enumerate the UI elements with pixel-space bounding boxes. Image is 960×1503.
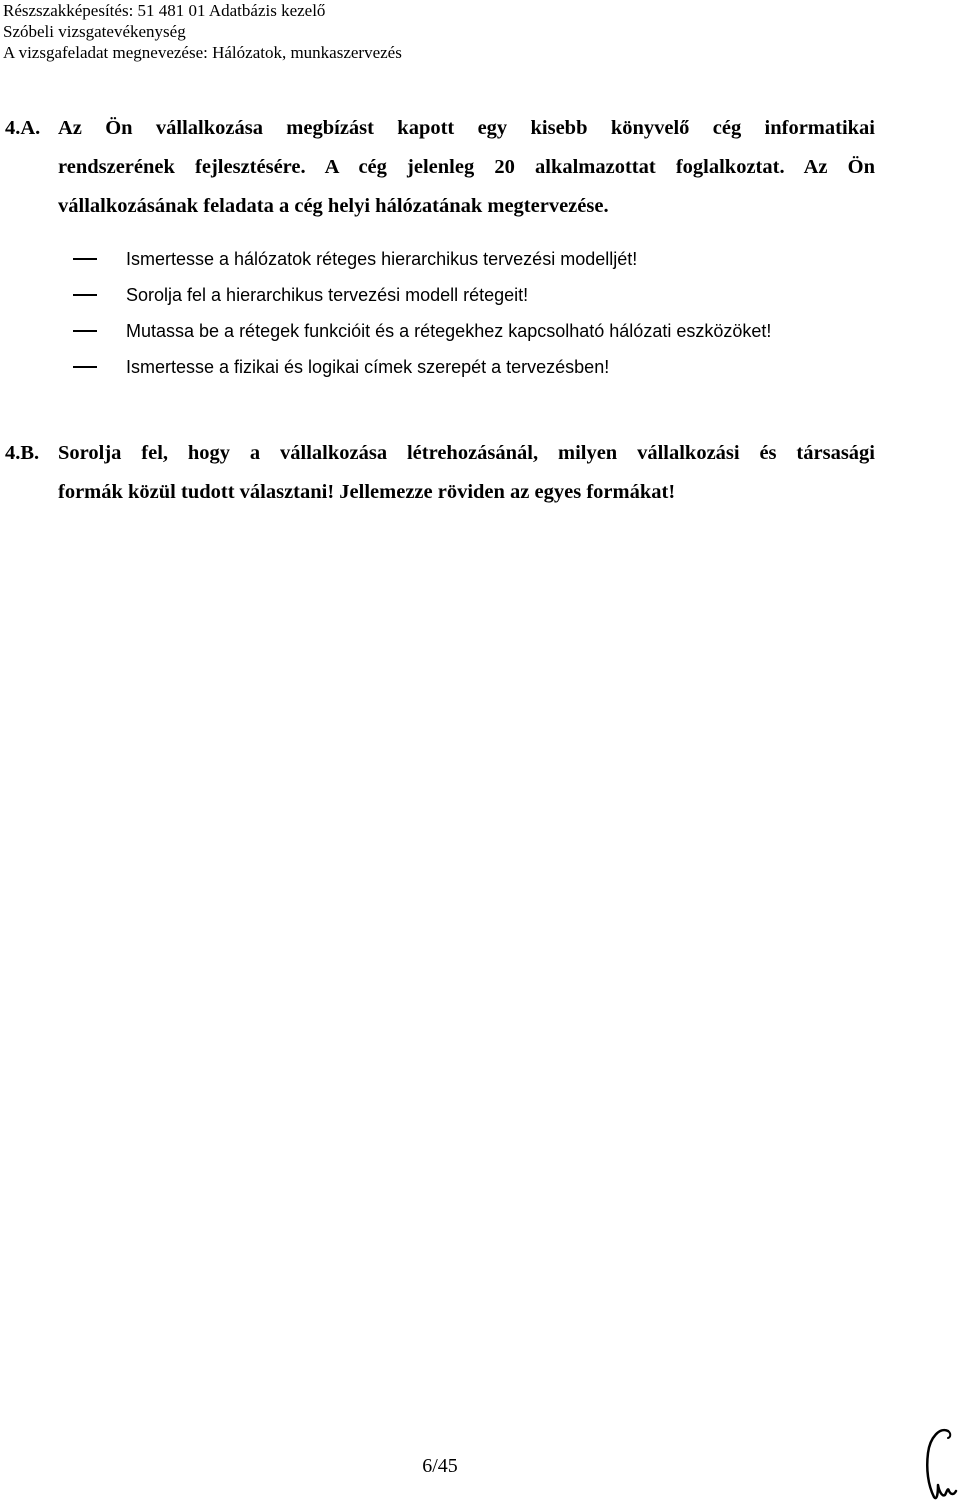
header-exam-type: Szóbeli vizsgatevékenység [3, 22, 186, 41]
signature-icon [918, 1425, 958, 1501]
task-a [5, 109, 875, 226]
page-header [3, 0, 402, 63]
dash-icon [73, 330, 97, 332]
task-a-bullet-list [73, 241, 771, 385]
task-b-label: 4.B. [5, 442, 40, 464]
task-a-text-rest: rendszerének fejlesztésére. A cég jelenleg 20 alkalmazottat foglalkoztat. Az Ön vállalkozásának feladata a cég helyi hálózatának megtervezése. [58, 156, 875, 217]
header-task-name: A vizsgafeladat megnevezése: Hálózatok, munkaszervezés [3, 43, 402, 62]
list-item [73, 277, 771, 313]
dash-icon [73, 258, 97, 260]
dash-icon [73, 366, 97, 368]
task-a-label: 4.A. [5, 117, 41, 139]
task-b-text-rest: formák közül tudott választani! Jellemezze röviden az egyes formákat! [58, 481, 676, 503]
list-item [73, 349, 771, 385]
page-number: 6/45 [422, 1455, 458, 1477]
bullet-text: Ismertesse a hálózatok réteges hierarchikus tervezési modelljét! [126, 249, 638, 269]
dash-icon [73, 294, 97, 296]
task-b [5, 434, 875, 512]
bullet-text: Ismertesse a fizikai és logikai címek szerepét a tervezésben! [126, 357, 610, 377]
bullet-text: Sorolja fel a hierarchikus tervezési modell rétegeit! [126, 285, 529, 305]
task-b-text-line1: Sorolja fel, hogy a vállalkozása létrehozásánál, milyen vállalkozási és társasági [58, 442, 875, 464]
task-a-first-line [5, 109, 875, 148]
task-b-first-line [5, 434, 875, 473]
list-item [73, 241, 771, 277]
task-a-text-line1: Az Ön vállalkozása megbízást kapott egy kisebb könyvelő cég informatikai [58, 117, 875, 139]
header-qualification: Részszakképesítés: 51 481 01 Adatbázis kezelő [3, 1, 326, 20]
bullet-text: Mutassa be a rétegek funkcióit és a rétegekhez kapcsolható hálózati eszközöket! [126, 321, 772, 341]
list-item [73, 313, 771, 349]
